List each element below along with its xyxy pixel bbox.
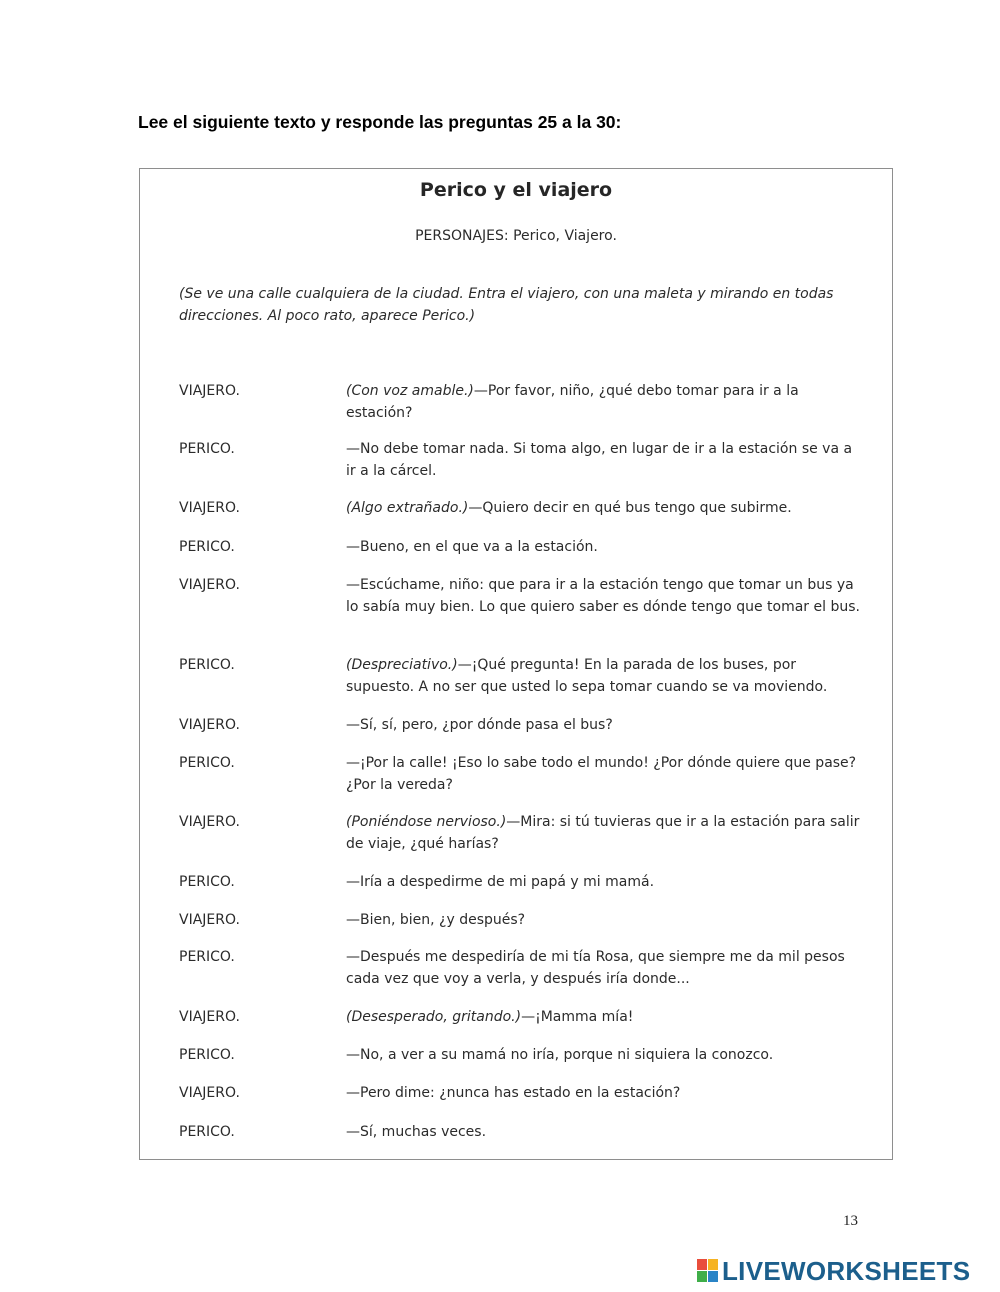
speech-content: —¡Mamma mía! xyxy=(521,1009,634,1025)
speech-content: —Bueno, en el que va a la estación. xyxy=(346,539,598,555)
speaker-name: PERICO. xyxy=(179,1124,235,1140)
speech-text xyxy=(346,947,866,990)
speech-text xyxy=(346,1122,866,1144)
speaker-name: PERICO. xyxy=(179,755,235,771)
speech-content: —Iría a despedirme de mi papá y mi mamá. xyxy=(346,874,655,890)
speaker-name: PERICO. xyxy=(179,539,235,555)
play-title: Perico y el viajero xyxy=(419,179,613,201)
speaker-name: VIAJERO. xyxy=(179,383,240,399)
speech-content: —Por favor, niño, ¿qué debo tomar para ir a la estación? xyxy=(346,383,799,421)
speech-content: —¡Por la calle! ¡Eso lo sabe todo el mundo! ¿Por dónde quiere que pase? ¿Por la vereda? xyxy=(346,755,857,793)
play-characters: PERSONAJES: Perico, Viajero. xyxy=(415,228,617,244)
speaker-name: PERICO. xyxy=(179,1047,235,1063)
speech-text xyxy=(346,498,866,520)
speech-direction: (Algo extrañado.) xyxy=(346,500,469,516)
speech-content: —Quiero decir en qué bus tengo que subirme. xyxy=(468,500,792,516)
speech-text xyxy=(346,537,866,559)
speaker-name: VIAJERO. xyxy=(179,1009,240,1025)
speech-content: —Bien, bien, ¿y después? xyxy=(346,912,526,928)
speaker-name: PERICO. xyxy=(179,874,235,890)
play-text-box xyxy=(139,168,893,1160)
speaker-name: PERICO. xyxy=(179,441,235,457)
speech-direction: (Poniéndose nervioso.) xyxy=(346,814,507,830)
speech-content: —No debe tomar nada. Si toma algo, en lugar de ir a la estación se va a ir a la cárcel. xyxy=(346,441,853,479)
speech-content: —Sí, sí, pero, ¿por dónde pasa el bus? xyxy=(346,717,613,733)
speaker-name: VIAJERO. xyxy=(179,912,240,928)
speech-text xyxy=(346,1007,866,1029)
speech-text xyxy=(346,1083,866,1105)
speech-content: —No, a ver a su mamá no iría, porque ni siquiera la conozco. xyxy=(346,1047,774,1063)
speaker-name: VIAJERO. xyxy=(179,1085,240,1101)
speech-content: —Sí, muchas veces. xyxy=(346,1124,487,1140)
speech-text xyxy=(346,575,866,618)
speech-content: —Mira: si tú tuvieras que ir a la estación para salir de viaje, ¿qué harías? xyxy=(346,814,860,852)
speech-text xyxy=(346,812,866,855)
speech-text xyxy=(346,715,866,737)
liveworksheets-logo xyxy=(697,1256,970,1286)
speaker-name: PERICO. xyxy=(179,949,235,965)
speech-text xyxy=(346,439,866,482)
speech-content: —Después me despediría de mi tía Rosa, que siempre me da mil pesos cada vez que voy a verla, y después iría donde... xyxy=(346,949,845,987)
speech-content: —¡Qué pregunta! En la parada de los buses, por supuesto. A no ser que usted lo sepa tomar cuando se va moviendo. xyxy=(346,657,828,695)
speaker-name: VIAJERO. xyxy=(179,577,240,593)
page-number: 13 xyxy=(843,1213,858,1229)
stage-direction: (Se ve una calle cualquiera de la ciudad. Entra el viajero, con una maleta y mirando en todas direcciones. Al poco rato, aparece Perico.) xyxy=(179,286,834,324)
speech-direction: (Despreciativo.) xyxy=(346,657,458,673)
speaker-name: VIAJERO. xyxy=(179,717,240,733)
logo-text: LIVEWORKSHEETS xyxy=(722,1255,971,1286)
speech-text xyxy=(346,381,866,424)
speech-text xyxy=(346,872,866,894)
speech-text xyxy=(346,910,866,932)
speech-direction: (Desesperado, gritando.) xyxy=(346,1009,522,1025)
speech-text xyxy=(346,655,866,698)
speaker-name: VIAJERO. xyxy=(179,814,240,830)
speech-text xyxy=(346,753,866,796)
speech-content: —Pero dime: ¿nunca has estado en la estación? xyxy=(346,1085,681,1101)
speech-text xyxy=(346,1045,866,1067)
speech-content: —Escúchame, niño: que para ir a la estación tengo que tomar un bus ya lo sabía muy bien. Lo que quiero saber es dónde tengo que tomar el bus. xyxy=(346,577,860,615)
liveworksheets-logo-icon xyxy=(697,1259,719,1283)
speaker-name: PERICO. xyxy=(179,657,235,673)
instruction-text: Lee el siguiente texto y responde las preguntas 25 a la 30: xyxy=(138,112,622,132)
speaker-name: VIAJERO. xyxy=(179,500,240,516)
speech-direction: (Con voz amable.) xyxy=(346,383,474,399)
